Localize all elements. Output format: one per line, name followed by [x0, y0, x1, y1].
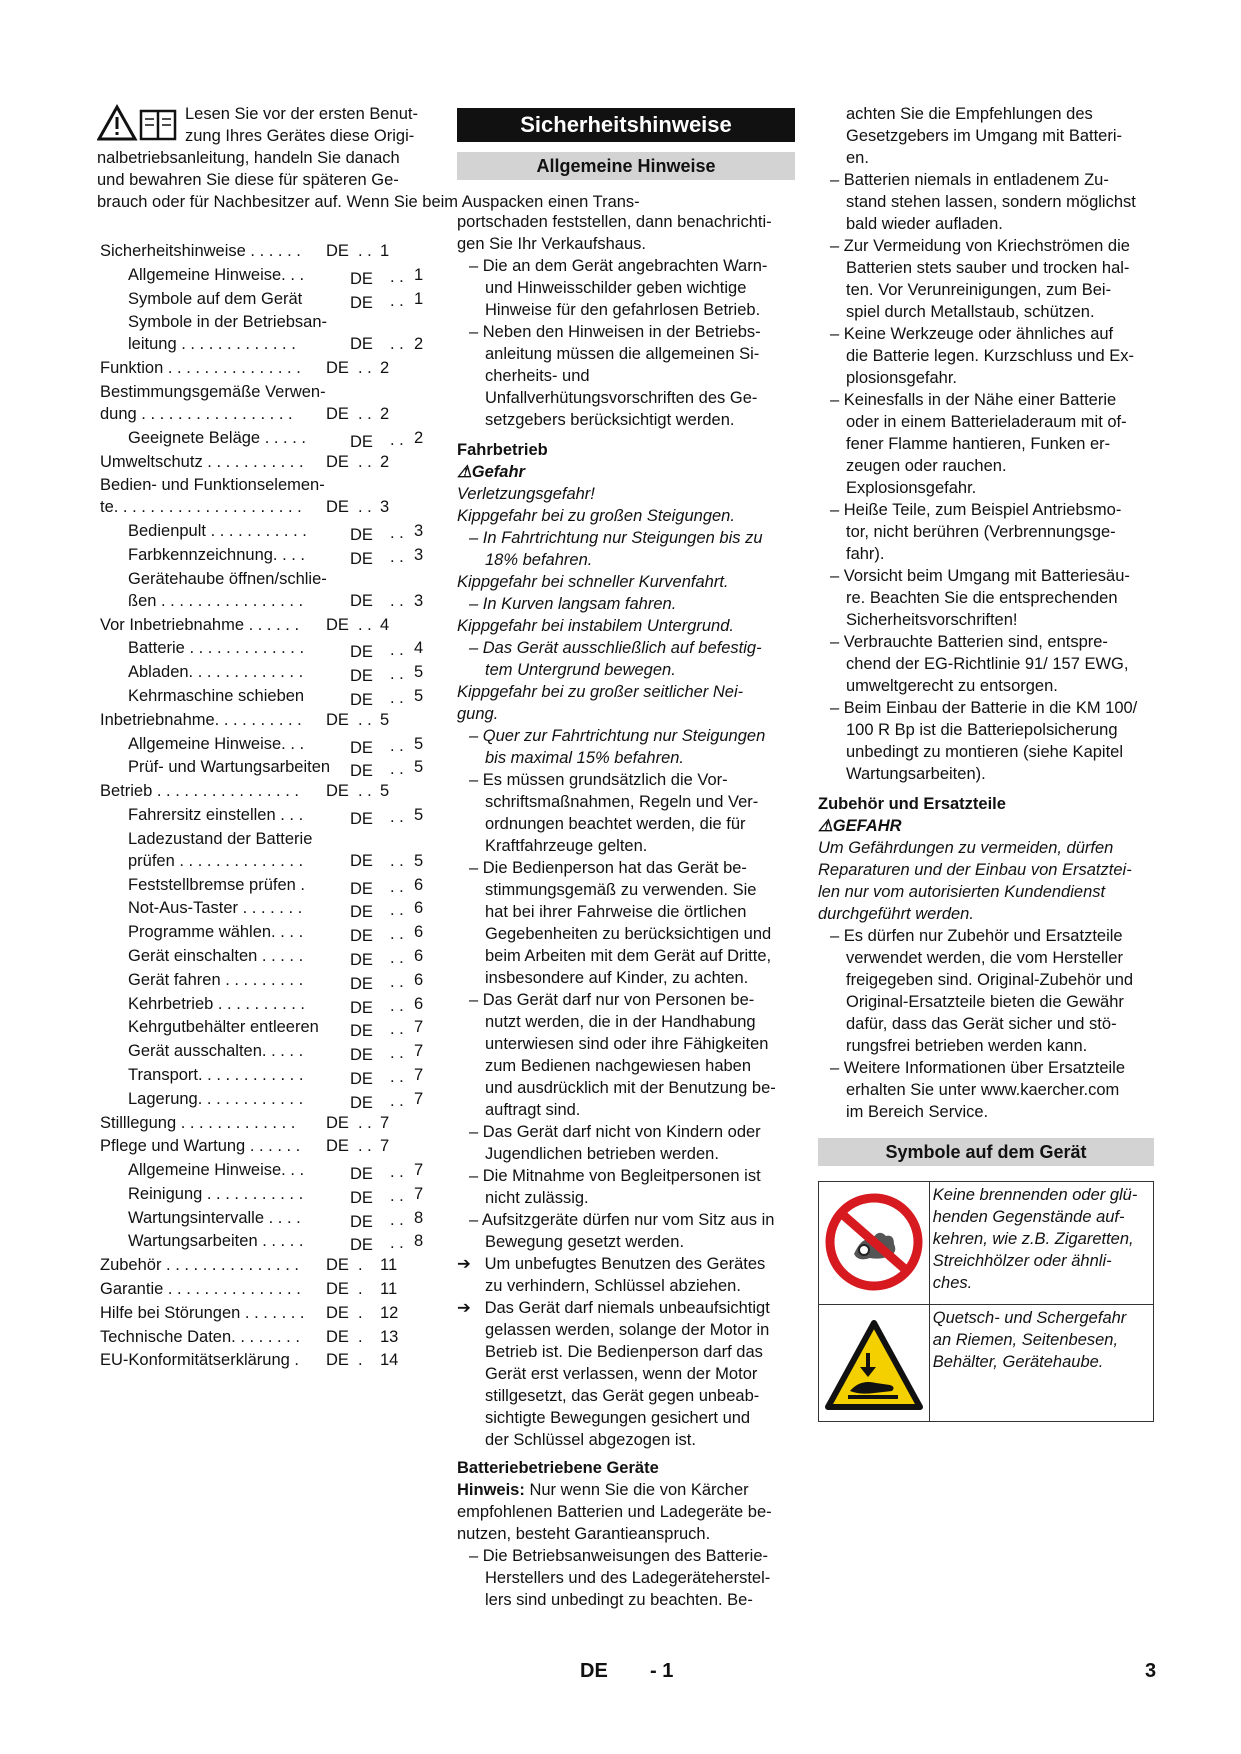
paragraph: achten Sie die Empfehlungen des Gesetzgebers im Umgang mit Batteri- en. — [846, 105, 1123, 167]
toc-entry — [100, 357, 430, 379]
toc-entry — [100, 311, 430, 355]
footer-section-page: - 1 — [650, 1660, 674, 1682]
list-item: – Vorsicht beim Umgang mit Batteriesäu- re. Beachten Sie die entsprechenden Sicherheitsvorschriften! — [830, 567, 1130, 629]
toc-page: 1 — [414, 265, 424, 284]
toc-title: Gerät ausschalten. . . . . — [128, 1042, 304, 1061]
toc-dots: . . — [390, 547, 404, 566]
toc-page: 8 — [414, 1232, 424, 1251]
toc-entry — [100, 969, 430, 991]
toc-lang: DE — [350, 738, 373, 757]
toc-page: 7 — [380, 1113, 390, 1132]
toc-dots: . . — [390, 1067, 404, 1086]
toc-dots: . . — [390, 291, 404, 310]
toc-entry — [100, 520, 430, 545]
toc-lang: DE — [326, 710, 349, 729]
toc-page: 14 — [380, 1351, 399, 1370]
list-item: – Die an dem Gerät angebrachten Warn- und Hinweisschilder geben wichtige Hinweise für den gefahrlosen Betrieb. — [469, 257, 768, 319]
toc-entry — [100, 1183, 430, 1205]
toc-lang: DE — [326, 1303, 349, 1322]
toc-entry — [100, 544, 430, 566]
toc-entry — [100, 1349, 430, 1371]
toc-dots: . . — [390, 996, 404, 1015]
toc-dots: . . — [390, 760, 404, 779]
toc-title: Reinigung . . . . . . . . . . . — [128, 1184, 304, 1203]
toc-page: 5 — [414, 663, 424, 682]
toc-entry — [100, 804, 430, 826]
toc-title: Wartungsarbeiten . . . . . — [128, 1232, 304, 1251]
toc-entry — [100, 288, 430, 310]
toc-title-wrap — [128, 311, 327, 355]
toc-entry — [100, 1278, 430, 1300]
toc-title: Not-Aus-Taster . . . . . . . — [128, 899, 303, 918]
toc-dots: . . — [390, 901, 404, 920]
toc-page: 6 — [414, 923, 424, 942]
toc-page: 8 — [414, 1208, 424, 1227]
toc-page: 5 — [380, 782, 390, 801]
list-item: – In Kurven langsam fahren. — [469, 595, 677, 613]
list-item: – Die Betriebsanweisungen des Batterie- Herstellers und des Ladegeräteherstel- lers sind unbedingt zu beachten. Be- — [469, 1547, 771, 1609]
toc-title: Symbole in der Betriebsan- — [128, 313, 328, 332]
toc-dots: . . — [358, 1137, 372, 1156]
toc-lang: DE — [326, 1280, 349, 1299]
toc-dots: . . — [358, 404, 372, 423]
list-item: – Es dürfen nur Zubehör und Ersatzteile verwendet werden, die vom Hersteller freigegeben sind. Original-Zubehör und Original-Ersatzteile bieten die Gewähr dafür, dass das Gerät sicher und stö- rungsfrei betrieben werden kann. — [830, 927, 1134, 1055]
toc-lang: DE — [350, 1212, 373, 1231]
toc-title: Vor Inbetriebnahme . . . . . . — [100, 615, 300, 634]
warning-icon: ⚠ — [818, 817, 833, 835]
intro-line: Lesen Sie vor der ersten Benut- — [185, 105, 418, 123]
list-item: – Zur Vermeidung von Kriechströmen die Batterien stets sauber und trocken hal- ten. Vor Verunreinigungen, zum Bei- spiel durch Metallstaub, schützen. — [830, 237, 1130, 321]
list-item: – Keine Werkzeuge oder ähnliches auf die Batterie legen. Kurzschluss und Ex- plosionsgefahr. — [830, 325, 1134, 387]
toc-entry — [100, 993, 430, 1015]
toc-entry — [100, 733, 430, 755]
toc-lang: DE — [350, 526, 373, 545]
heading-zubehoer: Zubehör und Ersatzteile — [818, 795, 1006, 813]
toc-title-cont: leitung . . . . . . . . . . . . . — [128, 335, 296, 354]
toc-title: Allgemeine Hinweise. . . — [128, 1161, 305, 1180]
list-item: – Es müssen grundsätzlich die Vor- schriftsmaßnahmen, Regeln und Ver- ordnungen beachtet werden, die für Kraftfahrzeuge gelten. — [469, 771, 759, 855]
toc-page: 7 — [414, 1042, 424, 1061]
toc-page: 6 — [414, 970, 424, 989]
list-item: – In Fahrtrichtung nur Steigungen bis zu 18% befahren. — [469, 529, 763, 569]
toc-dots: . — [358, 1351, 363, 1370]
list-item: – Die Mitnahme von Begleitpersonen ist nicht zulässig. — [469, 1167, 761, 1207]
toc-page: 7 — [380, 1137, 390, 1156]
toc-page: 6 — [414, 899, 424, 918]
toc-entry — [100, 709, 430, 731]
toc-entry — [100, 1040, 430, 1065]
list-item: – Das Gerät darf nur von Personen be- nutzt werden, die in der Handhabung unterwiesen sind oder ihre Fähigkeiten zum Bedienen nachgewiesen haben und ausdrücklich mit der Benutzung be- auftragt sind. — [469, 991, 776, 1119]
toc-page: 7 — [414, 1161, 424, 1180]
toc-page: 3 — [414, 591, 424, 610]
toc-title: Geeignete Beläge . . . . . — [128, 428, 306, 447]
toc-dots: . . — [390, 524, 404, 543]
toc-lang: DE — [350, 293, 373, 312]
list-item-arrow: ➔ Um unbefugtes Benutzen des Gerätes zu verhindern, Schlüssel abziehen. — [457, 1255, 766, 1295]
toc-dots: . . — [390, 1020, 404, 1039]
symbol-cell — [819, 1305, 930, 1422]
column-3-body — [818, 103, 1158, 1123]
toc-dots: . . — [390, 851, 404, 870]
toc-dots: . . — [358, 359, 372, 378]
toc-title: Kehrgutbehälter entleeren — [128, 1018, 319, 1037]
toc-lang: DE — [350, 432, 373, 451]
toc-page: 13 — [380, 1327, 399, 1346]
footer-page-number: 3 — [1145, 1660, 1157, 1682]
toc-title: Garantie . . . . . . . . . . . . . . . — [100, 1280, 301, 1299]
toc-entry — [100, 1135, 430, 1157]
paragraph: Kippgefahr bei schneller Kurvenfahrt. — [457, 573, 729, 591]
toc-page: 3 — [414, 522, 424, 541]
toc-page: 4 — [414, 639, 424, 658]
toc-page: 5 — [414, 686, 424, 705]
toc-dots: . . — [390, 807, 404, 826]
toc-entry — [100, 921, 430, 946]
toc-entry — [100, 828, 430, 872]
paragraph: Kippgefahr bei instabilem Untergrund. — [457, 617, 734, 635]
toc-title: Allgemeine Hinweise. . . — [128, 734, 305, 753]
toc-lang: DE — [326, 452, 349, 471]
toc-title: Hilfe bei Störungen . . . . . . . — [100, 1303, 305, 1322]
toc-lang: DE — [326, 782, 349, 801]
toc-entry — [100, 451, 430, 473]
list-item: – Die Bedienperson hat das Gerät be- stimmungsgemäß zu verwenden. Sie hat bei ihrer Fahrweise die örtlichen Gegebenheiten zu berücksichtigen und beim Arbeiten mit dem Gerät auf Dritte, insbesondere auf Kinder, zu achten. — [469, 859, 772, 987]
toc-lang: DE — [350, 998, 373, 1017]
toc-dots: . . — [390, 430, 404, 449]
toc-title: EU-Konformitätserklärung . — [100, 1351, 299, 1370]
heading-batteriebetriebene-geraete: Batteriebetriebene Geräte — [457, 1459, 659, 1477]
toc-title-wrap — [128, 828, 312, 872]
list-item: – Das Gerät ausschließlich auf befestig- tem Untergrund bewegen. — [469, 639, 762, 679]
toc-lang: DE — [326, 1256, 349, 1275]
symbols-table — [818, 1181, 1154, 1422]
toc-title: Umweltschutz . . . . . . . . . . . — [100, 452, 304, 471]
toc-dots: . — [358, 1256, 363, 1275]
toc-page: 2 — [380, 359, 390, 378]
toc-lang: DE — [326, 498, 349, 517]
toc-page: 7 — [414, 1065, 424, 1084]
manual-book-icon — [141, 111, 175, 139]
toc-page: 5 — [414, 734, 424, 753]
toc-lang: DE — [350, 762, 373, 781]
toc-title: Transport. . . . . . . . . . . . — [128, 1065, 304, 1084]
toc-dots: . . — [390, 688, 404, 707]
toc-page: 5 — [414, 851, 424, 870]
toc-dots: . . — [390, 591, 404, 610]
toc-entry — [100, 568, 430, 612]
intro-line: zung Ihres Gerätes diese Origi- — [185, 127, 415, 145]
hinweis-paragraph: Hinweis: Nur wenn Sie die von Kärcher empfohlenen Batterien und Ladegeräte be- nutzen, besteht Garantieanspruch. — [457, 1481, 772, 1543]
toc-title: Ladezustand der Batterie — [128, 829, 313, 848]
toc-dots: . . — [390, 877, 404, 896]
toc-lang: DE — [350, 690, 373, 709]
toc-page: 5 — [414, 805, 424, 824]
toc-lang: DE — [326, 615, 349, 634]
toc-title: Technische Daten. . . . . . . . — [100, 1327, 300, 1346]
symbol-cell — [819, 1182, 930, 1305]
toc-title: Gerät einschalten . . . . . — [128, 946, 304, 965]
toc-entry — [100, 637, 430, 662]
symbol-text: Quetsch- und Schergefahr an Riemen, Seitenbesen, Behälter, Gerätehaube. — [929, 1305, 1153, 1422]
toc-title: Betrieb . . . . . . . . . . . . . . . . — [100, 782, 299, 801]
toc-lang: DE — [350, 1188, 373, 1207]
toc-title: Inbetriebnahme. . . . . . . . . . — [100, 710, 302, 729]
toc-lang: DE — [350, 269, 373, 288]
toc-entry — [100, 1088, 430, 1110]
toc-entry — [100, 1230, 430, 1255]
toc-lang: DE — [326, 1327, 349, 1346]
toc-entry — [100, 780, 430, 802]
toc-dots: . . — [390, 665, 404, 684]
toc-page: 2 — [414, 335, 424, 354]
toc-dots: . . — [358, 615, 372, 634]
list-item: – Beim Einbau der Batterie in die KM 100/ 100 R Bp ist die Batteriepolsicherung unbedingt zu montieren (siehe Kapitel Wartungsarbeiten). — [830, 699, 1138, 783]
toc-lang: DE — [350, 591, 373, 610]
toc-title: Sicherheitshinweise . . . . . . — [100, 242, 301, 260]
toc-title: Funktion . . . . . . . . . . . . . . . — [100, 359, 301, 378]
toc-entry — [100, 381, 430, 425]
toc-title: Bedien- und Funktionselemen- — [100, 476, 325, 495]
toc-page: 7 — [414, 1184, 424, 1203]
toc-dots: . — [358, 1303, 363, 1322]
toc-lang: DE — [350, 974, 373, 993]
toc-lang: DE — [350, 667, 373, 686]
toc-title-cont: ßen . . . . . . . . . . . . . . . . — [128, 591, 304, 610]
intro-icons — [97, 103, 179, 143]
subheading-allgemeine-hinweise: Allgemeine Hinweise — [457, 152, 795, 180]
toc-title: Gerätehaube öffnen/schlie- — [128, 569, 327, 588]
toc-dots: . — [358, 1280, 363, 1299]
toc-dots: . — [358, 1327, 363, 1346]
toc-page: 4 — [380, 615, 390, 634]
toc-entry — [100, 756, 430, 781]
toc-dots: . . — [358, 1113, 372, 1132]
toc-lang: DE — [326, 404, 349, 423]
toc-entry — [100, 240, 430, 262]
toc-lang: DE — [350, 643, 373, 662]
toc-page: 11 — [380, 1280, 398, 1299]
toc-lang: DE — [350, 903, 373, 922]
toc-entry — [100, 1112, 430, 1134]
toc-lang: DE — [350, 335, 373, 354]
list-item: – Batterien niemals in entladenem Zu- stand stehen lassen, sondern möglichst bald wieder aufladen. — [830, 171, 1136, 233]
toc-page: 3 — [380, 498, 390, 517]
toc-lang: DE — [350, 1236, 373, 1255]
toc-title: Kehrmaschine schieben — [128, 686, 305, 705]
paragraph: Kippgefahr bei zu großen Steigungen. — [457, 507, 735, 525]
toc-page: 2 — [414, 428, 424, 447]
paragraph: Kippgefahr bei zu großer seitlicher Nei- gung. — [457, 683, 744, 723]
toc-dots: . . — [358, 710, 372, 729]
intro-text — [97, 103, 419, 191]
toc-entry — [100, 685, 430, 707]
toc-title-wrap — [100, 381, 326, 425]
table-row — [819, 1182, 1154, 1305]
toc-title-wrap — [100, 474, 325, 518]
toc-dots: . . — [358, 498, 372, 517]
list-item: – Verbrauchte Batterien sind, entspre- chend der EG-Richtlinie 91/ 157 EWG, umweltgerecht zu entsorgen. — [830, 633, 1129, 695]
toc-lang: DE — [350, 851, 373, 870]
toc-dots: . . — [358, 782, 372, 801]
toc-title: Gerät fahren . . . . . . . . . — [128, 970, 304, 989]
list-item: – Das Gerät darf nicht von Kindern oder Jugendlichen betrieben werden. — [469, 1123, 761, 1163]
list-item: – Weitere Informationen über Ersatzteile erhalten Sie unter www.kaercher.com im Bereich Service. — [830, 1059, 1126, 1121]
toc-dots: . . — [390, 948, 404, 967]
toc-entry — [100, 1326, 430, 1348]
toc-title: Pflege und Wartung . . . . . . — [100, 1137, 301, 1156]
toc-page: 1 — [414, 289, 424, 308]
toc-title: Feststellbremse prüfen . — [128, 875, 305, 894]
toc-page: 2 — [380, 452, 390, 471]
toc-entry — [100, 474, 430, 518]
toc-entry — [100, 1302, 430, 1324]
toc-entry — [100, 264, 430, 286]
no-burning-objects-icon — [824, 1192, 924, 1292]
toc-lang: DE — [350, 879, 373, 898]
table-row — [819, 1305, 1154, 1422]
toc-entry — [100, 945, 430, 967]
crush-hazard-icon — [824, 1319, 924, 1415]
toc-page: 6 — [414, 994, 424, 1013]
toc-lang: DE — [350, 950, 373, 969]
symbol-text: Keine brennenden oder glü- henden Gegenstände auf- kehren, wie z.B. Zigaretten, Streichhölzer oder ähnli- ches. — [929, 1182, 1153, 1305]
toc-entry — [100, 1016, 430, 1041]
toc-dots: . . — [390, 1044, 404, 1063]
toc-page: 5 — [414, 758, 424, 777]
toc-entry — [100, 427, 430, 449]
toc-page: 7 — [414, 1018, 424, 1037]
toc-lang: DE — [350, 549, 373, 568]
toc-dots: . . — [390, 972, 404, 991]
toc-title: Programme wählen. . . . — [128, 923, 304, 942]
toc-title-cont: dung . . . . . . . . . . . . . . . . . — [100, 404, 293, 423]
arrow-right-icon: ➔ — [457, 1299, 471, 1317]
intro-line: und bewahren Sie diese für späteren Ge- — [97, 171, 399, 189]
toc-title-cont: te. . . . . . . . . . . . . . . . . . . . . — [100, 498, 302, 517]
toc-dots: . . — [390, 736, 404, 755]
toc-title: Lagerung. . . . . . . . . . . . — [128, 1089, 304, 1108]
toc-lang: DE — [326, 1137, 349, 1156]
warning-icon — [97, 103, 179, 143]
table-of-contents — [100, 240, 430, 1373]
toc-lang: DE — [326, 359, 349, 378]
toc-dots: . . — [390, 925, 404, 944]
intro-line-wide: brauch oder für Nachbesitzer auf. Wenn Sie beim Auspacken einen Trans- — [97, 193, 640, 211]
toc-entry — [100, 1254, 430, 1276]
list-item: – Heiße Teile, zum Beispiel Antriebsmo- tor, nicht berühren (Verbrennungsge- fahr). — [830, 501, 1122, 563]
toc-lang: DE — [326, 1113, 349, 1132]
toc-entry — [100, 1159, 430, 1184]
list-item: – Keinesfalls in der Nähe einer Batterie oder in einem Batterieladeraum mit of- fener Flamme hantieren, Funken er- zeugen oder rauchen. Explosionsgefahr. — [830, 391, 1127, 497]
subheading-symbole-auf-dem-geraet: Symbole auf dem Gerät — [818, 1138, 1154, 1166]
list-item: – Quer zur Fahrtrichtung nur Steigungen bis maximal 15% befahren. — [469, 727, 766, 767]
toc-title: Fahrersitz einstellen . . . — [128, 805, 304, 824]
list-item: – Neben den Hinweisen in der Betriebs- anleitung müssen die allgemeinen Si- cherheits- und Unfallverhütungsvorschriften des Ge- setzgebers berücksichtigt werden. — [469, 323, 761, 429]
toc-page: 5 — [380, 710, 390, 729]
toc-lang: DE — [350, 1046, 373, 1065]
toc-lang: DE — [350, 1069, 373, 1088]
paragraph: Verletzungsgefahr! — [457, 485, 595, 503]
toc-title: Stilllegung . . . . . . . . . . . . . — [100, 1113, 296, 1132]
toc-title: Farbkennzeichnung. . . . — [128, 545, 306, 564]
toc-dots: . . — [390, 1210, 404, 1229]
paragraph: Um Gefährdungen zu vermeiden, dürfen Reparaturen und der Einbau von Ersatztei- len nur vom autorisierten Kundendienst durchgeführt werden. — [818, 839, 1132, 923]
toc-entry — [100, 897, 430, 922]
toc-dots: . . — [390, 1186, 404, 1205]
toc-page: 3 — [414, 545, 424, 564]
toc-entry — [100, 1207, 430, 1229]
intro-line: nalbetriebsanleitung, handeln Sie danach — [97, 149, 400, 167]
toc-title: Batterie . . . . . . . . . . . . . — [128, 639, 305, 658]
toc-lang: DE — [326, 242, 349, 260]
toc-page: 1 — [380, 242, 390, 260]
toc-entry — [100, 1064, 430, 1086]
toc-lang: DE — [350, 1022, 373, 1041]
heading-fahrbetrieb: Fahrbetrieb — [457, 441, 548, 459]
footer-language: DE — [580, 1660, 608, 1682]
toc-page: 6 — [414, 875, 424, 894]
toc-entry — [100, 614, 430, 636]
paragraph: portschaden feststellen, dann benachrichti- gen Sie Ihr Verkaufshaus. — [457, 213, 772, 253]
toc-dots: . . — [390, 1091, 404, 1110]
toc-page: 6 — [414, 946, 424, 965]
toc-lang: DE — [350, 1093, 373, 1112]
toc-title: Allgemeine Hinweise. . . — [128, 265, 305, 284]
toc-title: Bestimmungsgemäße Verwen- — [100, 382, 326, 401]
toc-title-wrap — [128, 568, 327, 612]
arrow-right-icon: ➔ — [457, 1255, 471, 1273]
toc-title: Kehrbetrieb . . . . . . . . . . — [128, 994, 305, 1013]
list-item-arrow: ➔ Das Gerät darf niemals unbeaufsichtigt gelassen werden, solange der Motor in Betrieb ist. Die Bedienperson darf das Gerät erst verlassen, wenn der Motor stillgesetzt, das Gerät gegen unbeab- sichtigte Bewegungen gesichert und der Schlüssel abgezogen ist. — [457, 1299, 770, 1449]
warning-icon: ⚠ — [457, 463, 472, 481]
toc-dots: . . — [390, 1163, 404, 1182]
toc-lang: DE — [326, 1351, 349, 1370]
gefahr-label: ⚠GEFAHR — [818, 817, 902, 835]
gefahr-label: ⚠Gefahr — [457, 463, 525, 481]
toc-entry — [100, 874, 430, 896]
toc-page: 2 — [380, 404, 390, 423]
section-title-sicherheitshinweise: Sicherheitshinweise — [457, 108, 795, 142]
toc-title: Wartungsintervalle . . . . — [128, 1208, 301, 1227]
toc-title: Prüf- und Wartungsarbeiten — [128, 758, 331, 777]
toc-title: Bedienpult . . . . . . . . . . . — [128, 522, 307, 541]
toc-title: Zubehör . . . . . . . . . . . . . . . — [100, 1256, 299, 1275]
toc-title: Abladen. . . . . . . . . . . . . — [128, 663, 304, 682]
list-item: – Aufsitzgeräte dürfen nur vom Sitz aus in Bewegung gesetzt werden. — [469, 1211, 775, 1251]
toc-dots: . . — [390, 1234, 404, 1253]
toc-page: 7 — [414, 1089, 424, 1108]
toc-title-cont: prüfen . . . . . . . . . . . . . . — [128, 851, 304, 870]
toc-entry — [100, 661, 430, 686]
toc-lang: DE — [350, 809, 373, 828]
toc-lang: DE — [350, 1165, 373, 1184]
toc-dots: . . — [390, 335, 404, 354]
toc-title: Symbole auf dem Gerät — [128, 289, 303, 308]
toc-dots: . . — [358, 242, 372, 260]
toc-page: 11 — [380, 1256, 398, 1275]
toc-lang: DE — [350, 927, 373, 946]
column-2-body — [457, 211, 797, 1611]
toc-dots: . . — [390, 267, 404, 286]
toc-dots: . . — [358, 452, 372, 471]
toc-dots: . . — [390, 641, 404, 660]
toc-page: 12 — [380, 1303, 399, 1322]
